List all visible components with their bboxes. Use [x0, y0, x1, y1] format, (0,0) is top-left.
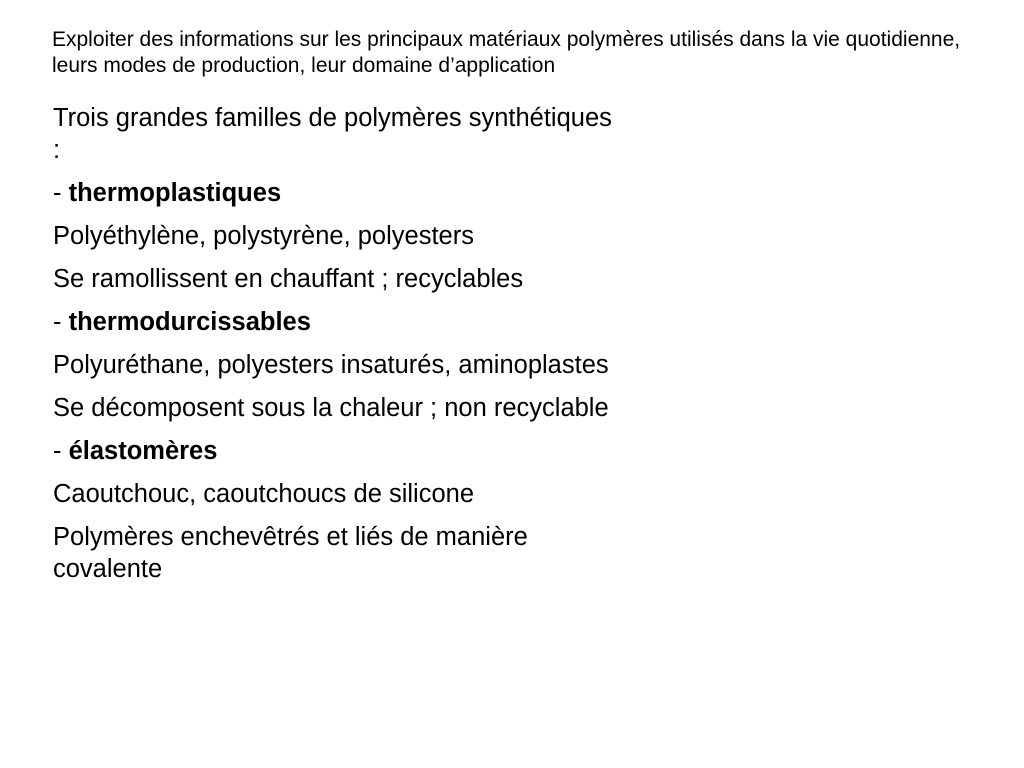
- family-name: thermodurcissables: [68, 308, 311, 336]
- family-properties: Se décomposent sous la chaleur ; non recyclable: [53, 394, 609, 422]
- family-name: thermoplastiques: [68, 179, 282, 207]
- family-properties: Se ramollissent en chauffant ; recyclables: [53, 265, 524, 293]
- intro-text: Trois grandes familles de polymères synthétiques :: [53, 104, 612, 164]
- family-heading-thermoplastiques: [53, 177, 613, 209]
- family-heading-elastomeres: [53, 435, 613, 467]
- family-examples: Caoutchouc, caoutchoucs de silicone: [53, 480, 475, 508]
- slide-title: Exploiter des informations sur les principaux matériaux polymères utilisés dans la vie quotidienne, leurs modes de production, leur domaine d’application: [52, 28, 961, 77]
- family-prefix: -: [53, 437, 69, 465]
- family-examples: Polyuréthane, polyesters insaturés, aminoplastes: [53, 351, 609, 379]
- family-heading-thermodurcissables: [53, 306, 613, 338]
- family-prefix: -: [53, 308, 69, 336]
- family-prefix: -: [53, 179, 69, 207]
- family-properties: Polymères enchevêtrés et liés de manière covalente: [53, 523, 528, 583]
- family-examples: Polyéthylène, polystyrène, polyesters: [53, 222, 474, 250]
- slide-content: [53, 102, 613, 596]
- family-name: élastomères: [68, 437, 218, 465]
